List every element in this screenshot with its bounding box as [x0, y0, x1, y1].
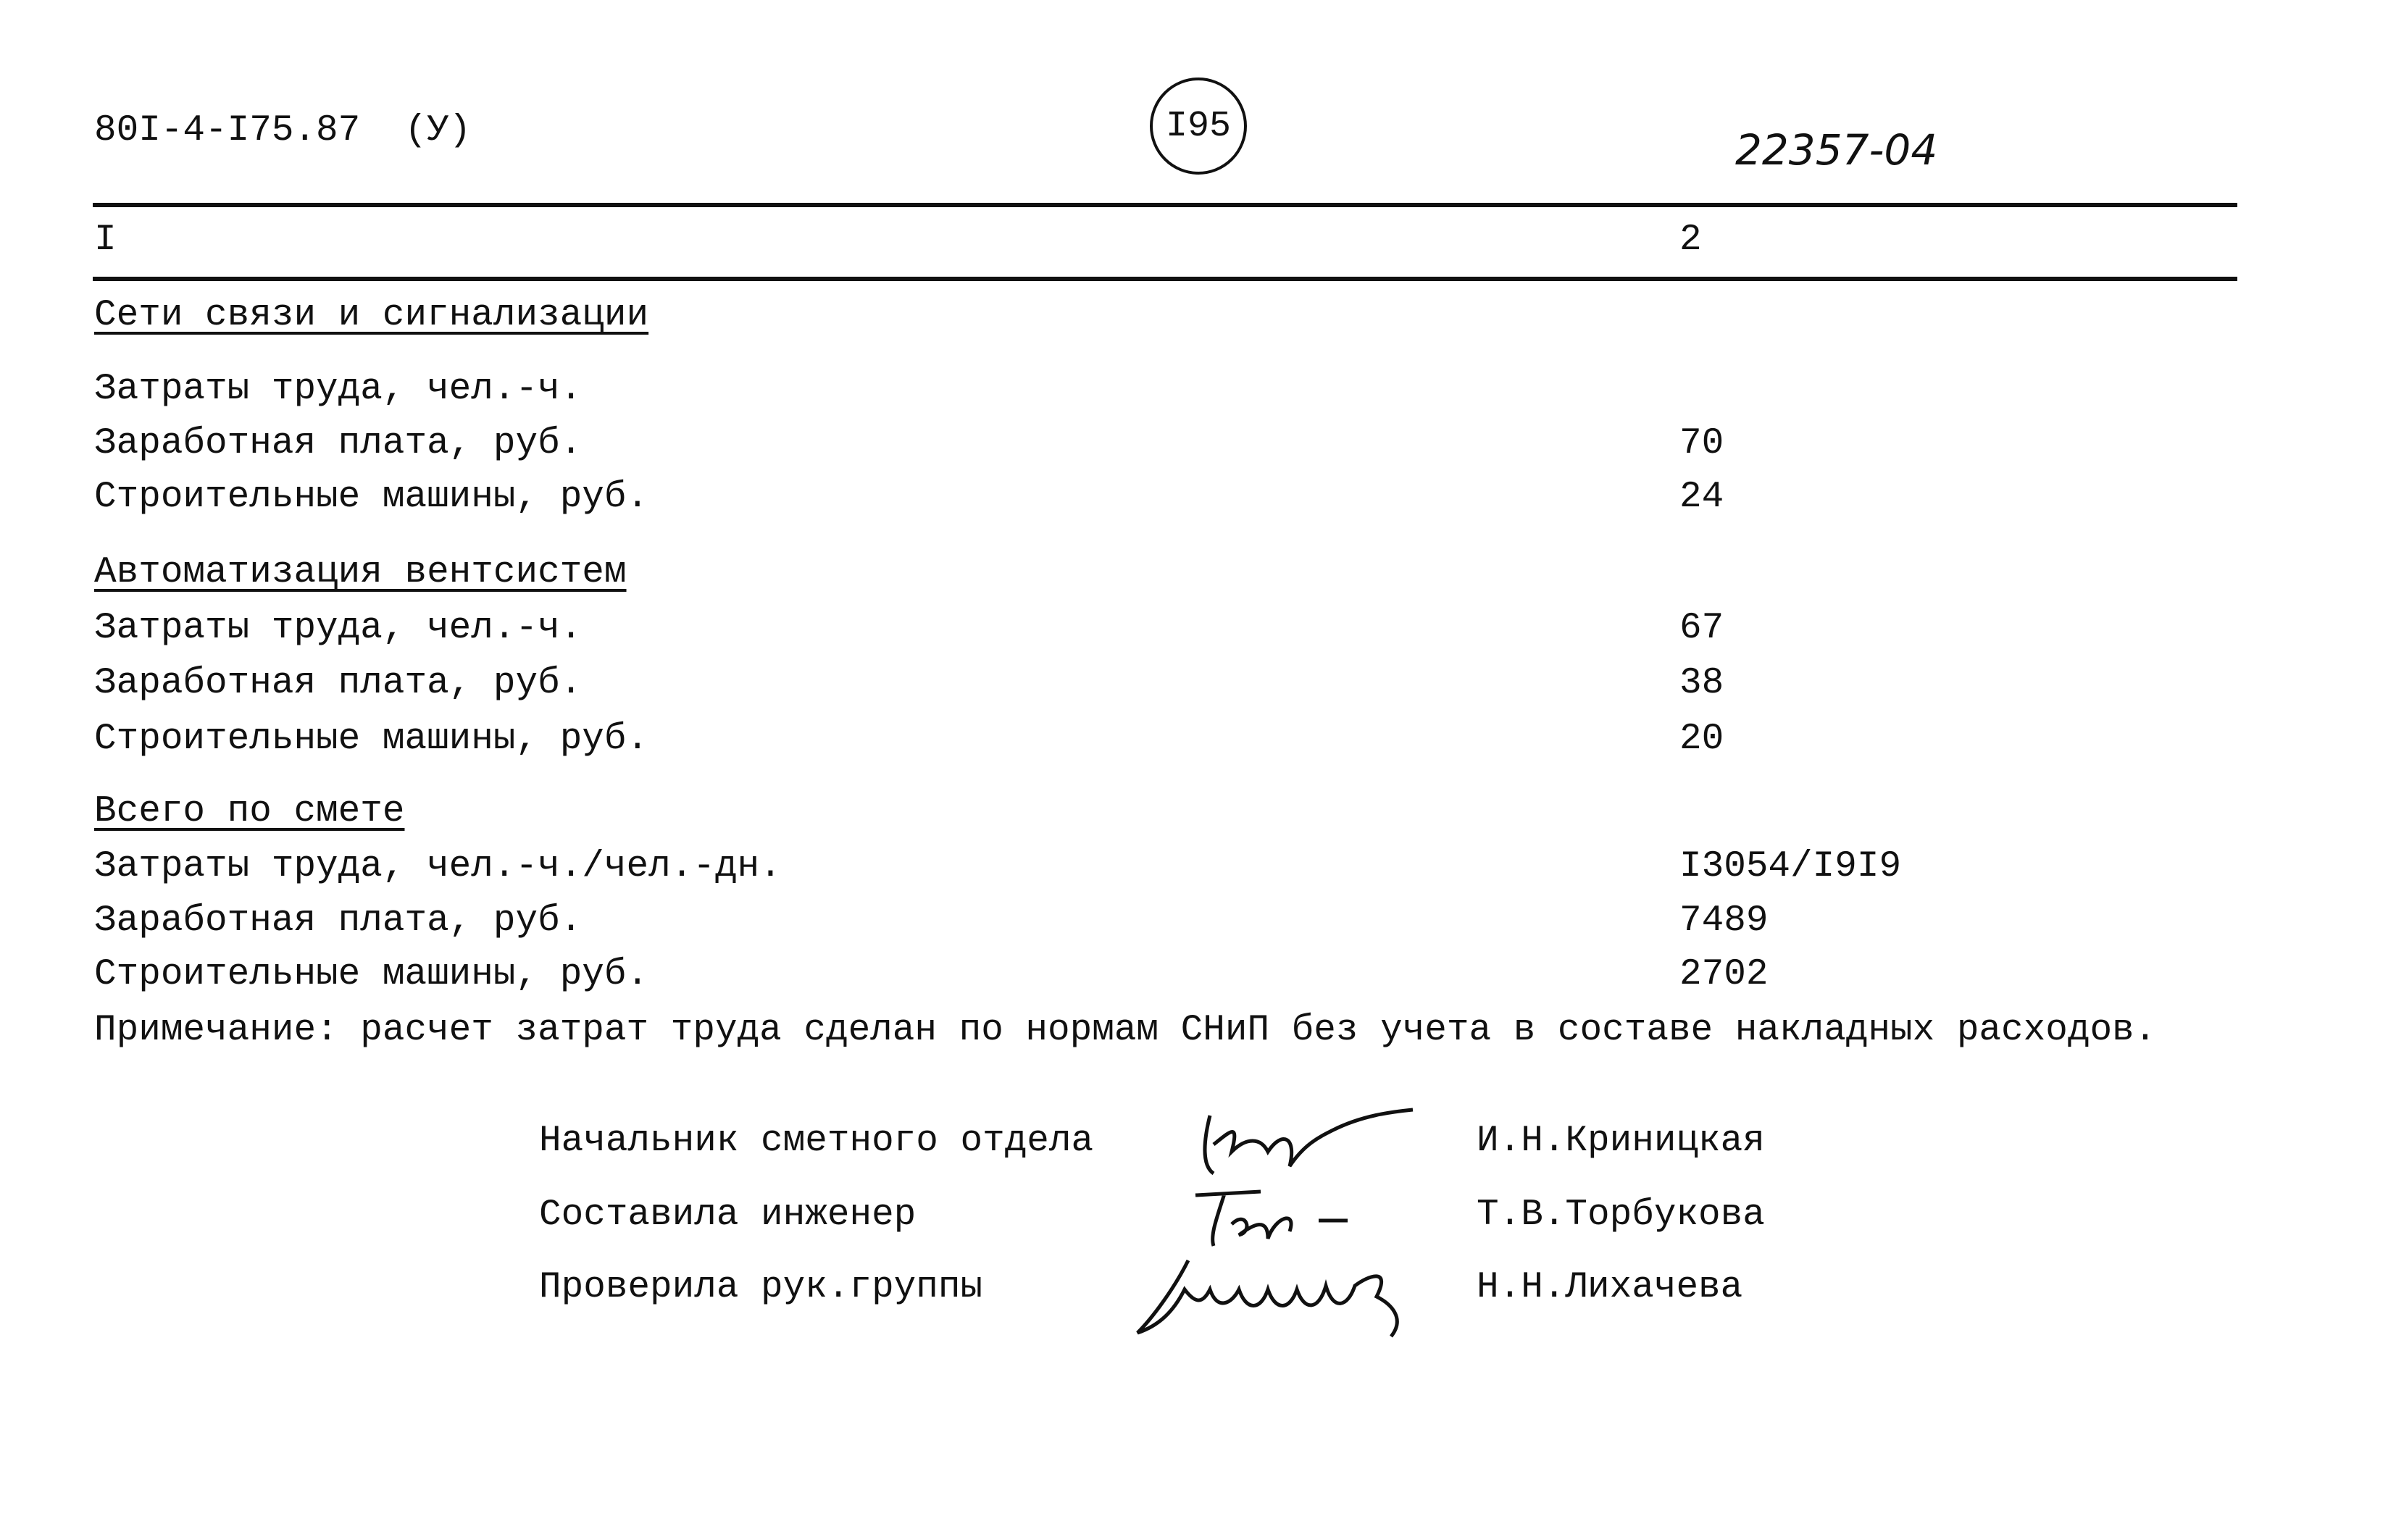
- signature-likhacheva: [1130, 1246, 1435, 1347]
- column-header-2: 2: [1679, 219, 1702, 261]
- row-label: Заработная плата, руб.: [94, 663, 583, 704]
- row-label: Затраты труда, чел.-ч.: [94, 369, 583, 410]
- row-value: 38: [1679, 663, 1724, 704]
- row-label: Заработная плата, руб.: [94, 900, 583, 942]
- handwritten-number: 22357-04: [1735, 125, 1938, 175]
- table-top-rule: [93, 203, 2237, 207]
- row-value: 67: [1679, 608, 1724, 649]
- signature-krinitskaya: [1188, 1101, 1427, 1188]
- column-header-1: I: [94, 219, 117, 261]
- signature-name: Т.В.Торбукова: [1477, 1194, 1765, 1236]
- table-header-rule: [93, 277, 2237, 281]
- row-label: Строительные машины, руб.: [94, 477, 649, 518]
- signature-torbukova: [1181, 1181, 1369, 1253]
- row-label: Затраты труда, чел.-ч.: [94, 608, 583, 649]
- note: Примечание: расчет затрат труда сделан по нормам СНиП без учета в составе накладных расходов.: [94, 1010, 2157, 1051]
- signature-name: И.Н.Криницкая: [1477, 1121, 1765, 1162]
- signature-name: Н.Н.Лихачева: [1477, 1267, 1743, 1308]
- page-number-circle: [1150, 78, 1247, 175]
- page-number: I95: [1165, 105, 1231, 147]
- signature-role: Начальник сметного отдела: [539, 1121, 1094, 1162]
- row-value: I3054/I9I9: [1679, 846, 1902, 887]
- row-label: Строительные машины, руб.: [94, 954, 649, 995]
- row-value: 2702: [1679, 954, 1769, 995]
- row-label: Строительные машины, руб.: [94, 719, 649, 760]
- section-title: Автоматизация вентсистем: [94, 552, 627, 593]
- row-value: 24: [1679, 477, 1724, 518]
- section-title: Сети связи и сигнализации: [94, 295, 649, 336]
- row-value: 70: [1679, 423, 1724, 464]
- row-label: Затраты труда, чел.-ч./чел.-дн.: [94, 846, 782, 887]
- section-title: Всего по смете: [94, 791, 405, 832]
- row-value: 7489: [1679, 900, 1769, 942]
- row-value: 20: [1679, 719, 1724, 760]
- signature-role: Составила инженер: [539, 1194, 917, 1236]
- signature-role: Проверила рук.группы: [539, 1267, 983, 1308]
- document-code: 80I-4-I75.87 (У): [94, 110, 472, 151]
- row-label: Заработная плата, руб.: [94, 423, 583, 464]
